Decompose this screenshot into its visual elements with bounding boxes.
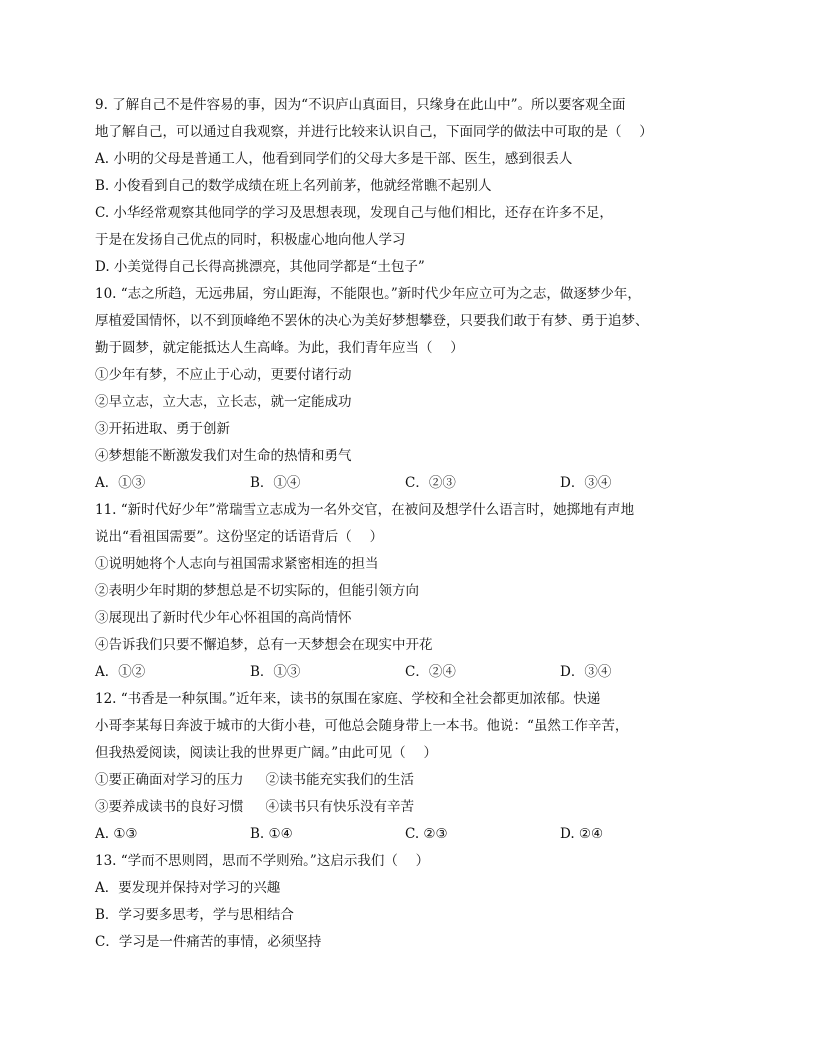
choice-a: A．①③: [95, 475, 146, 491]
exam-page: [95, 92, 725, 956]
statement-item: ③展现出了新时代少年心怀祖国的高尚情怀: [95, 610, 352, 626]
question-stem: 勤于圆梦，就定能抵达人生高峰。为此，我们青年应当（ ）: [95, 340, 464, 356]
answer-option: A．要发现并保持对学习的兴趣: [95, 880, 281, 896]
choice-c: C. ②③: [405, 826, 448, 842]
answer-option: D. 小美觉得自己长得高挑漂亮，其他同学都是“土包子”: [95, 259, 425, 275]
choice-c: C．②④: [405, 664, 456, 680]
statement-item: ④读书只有快乐没有辛苦: [265, 799, 414, 815]
question-stem: 10. “志之所趋，无远弗届，穷山距海，不能限也。”新时代少年应立可为之志，做逐梦少年，: [95, 286, 641, 302]
choice-row: [95, 821, 725, 848]
question-stem: 12. “书香是一种氛围。”近年来，读书的氛围在家庭、学校和全社会都更加浓郁。快递: [95, 691, 601, 707]
question-stem: 9. 了解自己不是件容易的事，因为“不识庐山真面目，只缘身在此山中”。所以要客观全面: [95, 97, 626, 113]
statement-item: ②读书能充实我们的生活: [265, 772, 414, 788]
question-stem: 11. “新时代好少年”常瑞雪立志成为一名外交官，在被问及想学什么语言时，她掷地有声地: [95, 502, 635, 518]
question-stem: 13. “学而不思则罔，思而不学则殆。”这启示我们（ ）: [95, 853, 430, 869]
statement-item: ③要养成读书的良好习惯: [95, 799, 244, 815]
statement-item: ②表明少年时期的梦想总是不切实际的，但能引领方向: [95, 583, 419, 599]
question-stem: 小哥李某每日奔波于城市的大街小巷，可他总会随身带上一本书。他说：“虽然工作辛苦，: [95, 718, 629, 734]
question-10: [95, 281, 725, 497]
question-stem: 但我热爱阅读，阅读让我的世界更广阔。”由此可见（ ）: [95, 745, 437, 761]
statement-pair: [95, 794, 725, 821]
statement-item: ①少年有梦，不应止于心动，更要付诸行动: [95, 367, 352, 383]
statement-item: ②早立志，立大志，立长志，就一定能成功: [95, 394, 352, 410]
choice-b: B．①③: [250, 664, 301, 680]
choice-row: [95, 659, 725, 686]
statement-item: ④梦想能不断激发我们对生命的热情和勇气: [95, 448, 352, 464]
choice-d: D．③④: [560, 664, 612, 680]
choice-c: C．②③: [405, 475, 456, 491]
answer-option: B．学习要多思考，学与思相结合: [95, 907, 294, 923]
question-stem: 说出“看祖国需要”。这份坚定的话语背后（ ）: [95, 529, 384, 545]
choice-a: A．①②: [95, 664, 146, 680]
statement-item: ④告诉我们只要不懈追梦，总有一天梦想会在现实中开花: [95, 637, 433, 653]
statement-item: ①说明她将个人志向与祖国需求紧密相连的担当: [95, 556, 379, 572]
answer-option: C. 小华经常观察其他同学的学习及思想表现，发现自己与他们相比，还存在许多不足，: [95, 205, 613, 221]
choice-a: A. ①③: [95, 826, 138, 842]
question-13: [95, 848, 725, 956]
answer-option: 于是在发扬自己优点的同时，积极虚心地向他人学习: [95, 232, 406, 248]
question-stem: 厚植爱国情怀，以不到顶峰绝不罢休的决心为美好梦想攀登，只要我们敢于有梦、勇于追梦、: [95, 313, 649, 329]
statement-item: ③开拓进取、勇于创新: [95, 421, 230, 437]
answer-option: C．学习是一件痛苦的事情，必须坚持: [95, 934, 322, 950]
choice-b: B. ①④: [250, 826, 293, 842]
answer-option: B. 小俊看到自己的数学成绩在班上名列前茅，他就经常瞧不起别人: [95, 178, 492, 194]
choice-row: [95, 470, 725, 497]
answer-option: A. 小明的父母是普通工人，他看到同学们的父母大多是干部、医生，感到很丢人: [95, 151, 573, 167]
choice-b: B．①④: [250, 475, 301, 491]
statement-item: ①要正确面对学习的压力: [95, 772, 244, 788]
choice-d: D. ②④: [560, 826, 604, 842]
question-11: [95, 497, 725, 686]
question-12: [95, 686, 725, 848]
choice-d: D．③④: [560, 475, 612, 491]
question-9: [95, 92, 725, 281]
statement-pair: [95, 767, 725, 794]
question-stem: 地了解自己，可以通过自我观察，并进行比较来认识自己，下面同学的做法中可取的是（ ）: [95, 124, 653, 140]
